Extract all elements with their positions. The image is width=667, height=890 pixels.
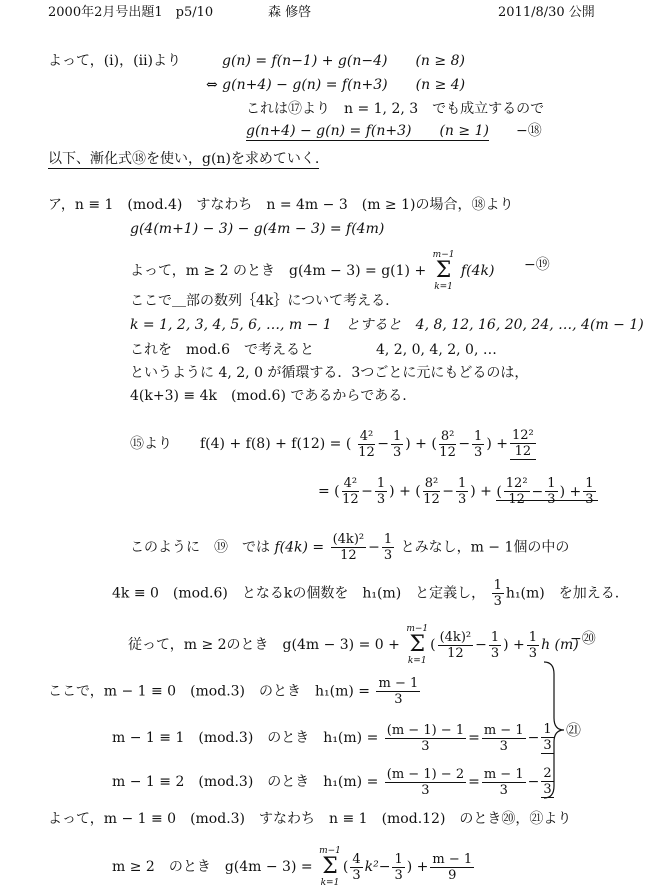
line-11-sequence: 4, 2, 0, 4, 2, 0, … xyxy=(376,342,497,358)
header-author: 森 修啓 xyxy=(268,5,312,20)
frac-m-1-1-3: $\frac{(m - 1) - 1}{3}$ xyxy=(386,722,465,754)
frac-4k-sq-12-b: $\frac{\text{(4k)²}}{12}$ xyxy=(439,629,472,661)
line-2-equation: ⇔ g(n+4) − g(n) = f(n+3) (n ≥ 4) xyxy=(206,77,466,93)
line-1-intro: よって，(ⅰ)，(ⅱ)より xyxy=(48,53,181,69)
frac-1-3-l: $\frac{1}{3}$ xyxy=(394,851,403,883)
line-16: このように ⑲ では f(4k) = $\frac{\text{(4k)²}}{12}$ − $\frac{1}{3}$ とみなし，m − 1個の中の xyxy=(130,532,570,563)
frac-m-1-2-3: $\frac{(m - 1) - 2}{3}$ xyxy=(386,766,465,798)
frac-4sq-12-b: $\frac{\text{4²}}{12}$ xyxy=(342,476,359,507)
frac-1-3: $\frac{1}{3}$ xyxy=(392,428,402,460)
sum-upper: m−1 xyxy=(432,250,455,260)
frac-1-3-i: $\frac{1}{3}$ xyxy=(490,629,500,661)
frac-1-3-d: $\frac{1}{3}$ xyxy=(457,476,467,507)
frac-2-3: $\frac{2}{3}$ xyxy=(543,766,552,797)
line-12-text: というように 4, 2, 0 が循環する．3つごとに元にもどるのは， xyxy=(130,365,529,381)
line-8-tag: −⑲ xyxy=(524,257,550,273)
frac-1-3-j: $\frac{1}{3}$ xyxy=(528,629,538,661)
frac-4k-sq-12: $\frac{\text{(4k)²}}{12}$ xyxy=(332,532,365,563)
sum-symbol-2: m−1 Σ k=1 xyxy=(406,624,429,666)
frac-12sq-12-b: $\frac{\text{12²}}{12}$ xyxy=(505,476,528,507)
line-14-equation: ⑮より f(4) + f(8) + f(12) = ( $\frac{\text{4²}}{12}$ − $\frac{1}{3}$ ) + ( $\frac{\text{8²}}{12}$ − $\frac{1}{3}$ ) + $\frac{\text{12²}}{12}$ xyxy=(130,428,534,460)
line-3-text: これは⑰より n = 1, 2, 3 でも成立するので xyxy=(246,101,545,117)
line-4-equation: g(n+4) − g(n) = f(n+3) (n ≥ 1) xyxy=(246,123,489,139)
sum-lower: k=1 xyxy=(434,282,453,292)
line-18-prefix: 従って，m ≥ 2のとき g(4m − 3) = 0 + xyxy=(128,637,400,653)
frac-8sq-12-b: $\frac{\text{8²}}{12}$ xyxy=(423,476,440,507)
line-8-prefix: よって，m ≥ 2 のとき g(4m − 3) = g(1) + xyxy=(130,263,427,279)
line-21: m − 1 ≡ 2 (mod.3) のとき h₁(m) = $\frac{(m - 1) - 2}{3}$ = $\frac{m - 1}{3}$ − $\frac{2}{3}$ xyxy=(112,766,552,798)
frac-1-3-e: $\frac{1}{3}$ xyxy=(547,476,556,507)
line-17-text: 4k ≡ 0 (mod.6) となるkの個数を h₁(m) と定義し， xyxy=(112,585,486,602)
line-8-term: f(4k) xyxy=(460,263,495,279)
line-14-prefix: ⑮より f(4) + f(8) + f(12) = ( xyxy=(130,436,352,452)
frac-12sq-12: $\frac{\text{12²}}{12}$ xyxy=(511,428,534,459)
line-20: m − 1 ≡ 1 (mod.3) のとき h₁(m) = $\frac{(m - 1) - 1}{3}$ = $\frac{m - 1}{3}$ − $\frac{1}{3}$ xyxy=(112,722,552,754)
frac-m-1-3-c: $\frac{m - 1}{3}$ xyxy=(483,766,524,798)
frac-4sq-12: $\frac{\text{4²}}{12}$ xyxy=(358,428,375,460)
line-19-text: ここで，m − 1 ≡ 0 (mod.3) のとき h₁(m) = xyxy=(48,683,371,700)
brace-tag: ㉑ xyxy=(566,721,582,739)
line-7-equation: g(4(m+1) − 3) − g(4m − 3) = f(4m) xyxy=(130,221,385,237)
line-21-text: m − 1 ≡ 2 (mod.3) のとき h₁(m) = xyxy=(112,774,379,790)
line-20-text: m − 1 ≡ 1 (mod.3) のとき h₁(m) = xyxy=(112,730,379,746)
header-date: 2011/8/30 公開 xyxy=(498,5,595,20)
line-11-text: これを mod.6 で考えると xyxy=(130,342,315,358)
line-13-text: 4(k+3) ≡ 4k (mod.6) であるからである. xyxy=(130,388,407,404)
frac-1-3-h: $\frac{1}{3}$ xyxy=(493,578,502,609)
sum-symbol: m−1 Σ k=1 xyxy=(432,250,455,292)
line-16-f: f(4k) = xyxy=(274,539,325,556)
frac-m-1-9: $\frac{m - 1}{9}$ xyxy=(432,851,473,883)
line-16-suffix: とみなし，m − 1個の中の xyxy=(400,539,570,556)
frac-1-3-f: $\frac{1}{3}$ xyxy=(585,476,594,507)
line-15-equation: = ( $\frac{\text{4²}}{12}$ − $\frac{1}{3}$ ) + ( $\frac{\text{8²}}{12}$ − $\frac{1}{3}$ ) + ( $\frac{\text{12²}}{12}$ − $\frac{1}{3}$ ) + $\frac{1}{3}$ xyxy=(318,476,598,507)
frac-m-1-3: $\frac{m - 1}{3}$ xyxy=(378,676,419,707)
line-23-prefix: m ≥ 2 のとき g(4m − 3) = xyxy=(112,859,313,875)
underlined-group: ( $\frac{\text{12²}}{12}$ − $\frac{1}{3}$ ) + $\frac{1}{3}$ xyxy=(496,484,597,501)
k-squared: k² xyxy=(364,859,379,875)
sum-symbol-3: m−1 Σ k=1 xyxy=(319,846,341,888)
line-4-tag: −⑱ xyxy=(516,123,542,139)
frac-m-1-3-b: $\frac{m - 1}{3}$ xyxy=(483,722,524,754)
header-title: 2000年2月号出題1 p5/10 xyxy=(48,5,214,20)
line-9-text: ここで＿部の数列｛4k｝について考える. xyxy=(130,293,390,309)
line-8-equation xyxy=(130,250,494,292)
line-23: m ≥ 2 のとき g(4m − 3) = m−1 Σ k=1 ( $\frac{4}{3}$ k²− $\frac{1}{3}$ ) + $\frac{m - 1}{9}$ xyxy=(112,846,473,888)
case-a-heading: ア，n ≡ 1 (mod.4) すなわち n = 4m − 3 (m ≥ 1)の場合，⑱より xyxy=(48,197,514,213)
line-17 xyxy=(112,578,619,609)
line-10-text: k = 1, 2, 3, 4, 5, 6, …, m − 1 とすると 4, 8, 12, 16, 20, 24, …, 4(m − 1) xyxy=(130,317,644,333)
frac-4-3: $\frac{4}{3}$ xyxy=(352,851,361,883)
frac-1-3-b: $\frac{1}{3}$ xyxy=(474,428,483,460)
frac-8sq-12: $\frac{\text{8²}}{12}$ xyxy=(439,428,456,460)
line-18-h: h (m) xyxy=(541,637,579,653)
frac-1-3-g: $\frac{1}{3}$ xyxy=(383,532,393,563)
line-19 xyxy=(48,676,422,707)
line-18: 従って，m ≥ 2のとき g(4m − 3) = 0 + m−1 Σ k=1 ( $\frac{\text{(4k)²}}{12}$ − $\frac{1}{3}$ ) + $\frac{1}{3}$ h (m) xyxy=(128,624,579,666)
line-16-prefix: このように ⑲ では xyxy=(130,539,270,556)
line-5-text: 以下、漸化式⑱を使い，g(n)を求めていく. xyxy=(48,151,320,167)
line-18-tag: −⑳ xyxy=(570,631,596,647)
frac-1-3-k: $\frac{1}{3}$ xyxy=(543,722,552,753)
line-1-equation: g(n) = f(n−1) + g(n−4) (n ≥ 8) xyxy=(222,53,465,69)
line-17-suffix: h₁(m) を加える. xyxy=(505,585,620,602)
line-22-text: よって，m − 1 ≡ 0 (mod.3) すなわち n ≡ 1 (mod.12) のとき⑳，㉑より xyxy=(48,811,572,827)
frac-1-3-c: $\frac{1}{3}$ xyxy=(376,476,386,507)
